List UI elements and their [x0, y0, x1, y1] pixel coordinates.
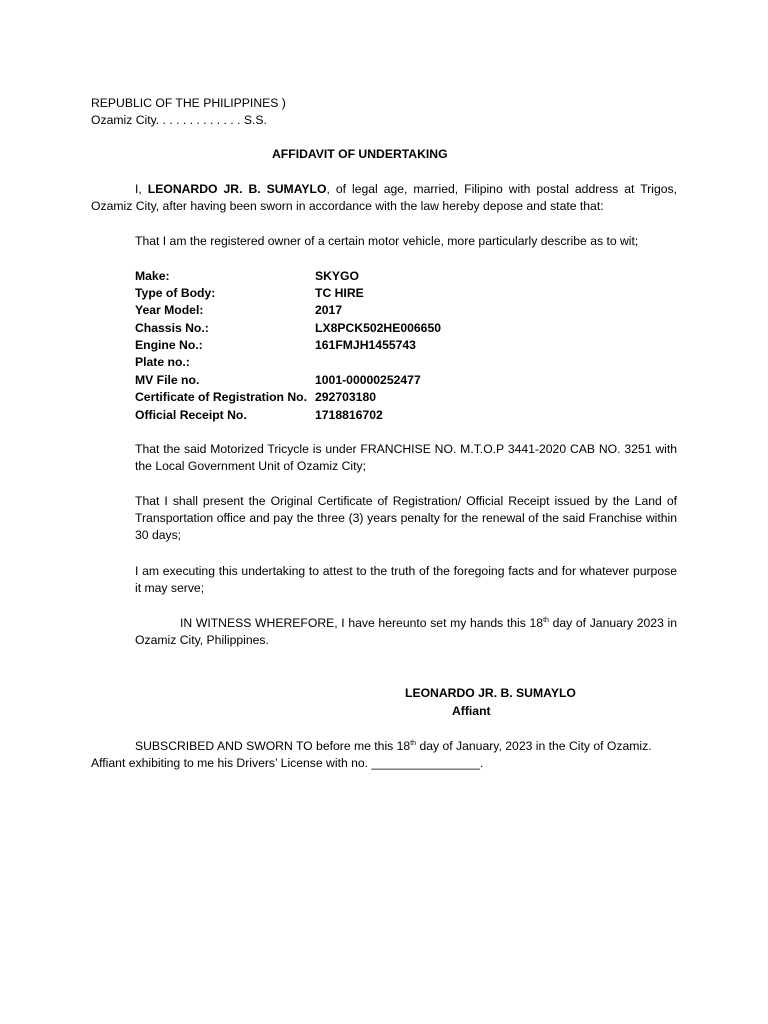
license-line: Affiant exhibiting to me his Drivers’ License with no. ________________. — [91, 756, 484, 770]
vehicle-label: Make: — [135, 269, 170, 283]
vehicle-row — [135, 320, 535, 337]
vehicle-row — [135, 389, 535, 406]
intro-prefix: I, — [135, 182, 148, 196]
vehicle-value: SKYGO — [315, 269, 360, 283]
jurat-ordinal: th — [410, 739, 417, 747]
vehicle-label: Certificate of Registration No. — [135, 390, 307, 404]
jurat-text: SUBSCRIBED AND SWORN TO before me this 18 — [135, 739, 411, 753]
witness-text: IN WITNESS WHEREFORE, I have hereunto set my hands this 18 — [180, 616, 544, 630]
witness-ordinal: th — [543, 616, 549, 624]
vehicle-row — [135, 268, 535, 285]
vehicle-label: Year Model: — [135, 303, 204, 317]
vehicle-row — [135, 302, 535, 319]
present-paragraph: That I shall present the Original Certificate of Registration/ Official Receipt issued by the Land of Transportation office and pay the three (3) years penalty for the renewal of the said Franchise within 30 days; — [135, 494, 677, 542]
vehicle-label: MV File no. — [135, 373, 200, 387]
signatory-role: Affiant — [452, 704, 491, 718]
vehicle-row — [135, 337, 535, 354]
signatory-name: LEONARDO JR. B. SUMAYLO — [405, 686, 576, 700]
vehicle-value: 1001-00000252477 — [315, 373, 421, 387]
document-title: AFFIDAVIT OF UNDERTAKING — [272, 147, 448, 161]
vehicle-row — [135, 407, 535, 424]
vehicle-row — [135, 285, 535, 302]
vehicle-label: Plate no.: — [135, 355, 190, 369]
witness-text-end: day of January 2023 in Ozamiz City, Philippines. — [135, 616, 677, 647]
vehicle-label: Chassis No.: — [135, 321, 209, 335]
intro-paragraph — [91, 181, 677, 215]
franchise-paragraph: That the said Motorized Tricycle is under FRANCHISE NO. M.T.O.P 3441-2020 CAB NO. 3251 with the Local Government Unit of Ozamiz City; — [135, 442, 677, 473]
vehicle-value: 1718816702 — [315, 408, 383, 422]
jurat-text-end: day of January, 2023 in the City of Ozamiz. — [416, 739, 652, 753]
vehicle-row — [135, 354, 535, 371]
header-republic: REPUBLIC OF THE PHILIPPINES ) — [91, 96, 286, 110]
affiant-name: LEONARDO JR. B. SUMAYLO — [147, 182, 327, 196]
vehicle-label: Engine No.: — [135, 338, 203, 352]
vehicle-label: Type of Body: — [135, 286, 216, 300]
vehicle-value: TC HIRE — [315, 286, 364, 300]
vehicle-row — [135, 372, 535, 389]
executing-paragraph: I am executing this undertaking to attest to the truth of the foregoing facts and for whatever purpose it may serve; — [135, 564, 677, 595]
vehicle-value: 161FMJH1455743 — [315, 338, 416, 352]
jurat-line — [135, 738, 652, 755]
vehicle-label: Official Receipt No. — [135, 408, 247, 422]
vehicle-value: 292703180 — [315, 390, 377, 404]
intro-rest: , of legal age, married, Filipino with postal address at Trigos, Ozamiz City, after having been sworn in accordance with the law hereby depose and state that: — [91, 182, 677, 213]
witness-paragraph — [135, 615, 677, 649]
owner-statement: That I am the registered owner of a certain motor vehicle, more particularly describe as to wit; — [135, 234, 639, 248]
vehicle-value: LX8PCK502HE006650 — [315, 321, 442, 335]
vehicle-value: 2017 — [315, 303, 343, 317]
header-venue: Ozamiz City. . . . . . . . . . . . . S.S. — [91, 113, 267, 127]
